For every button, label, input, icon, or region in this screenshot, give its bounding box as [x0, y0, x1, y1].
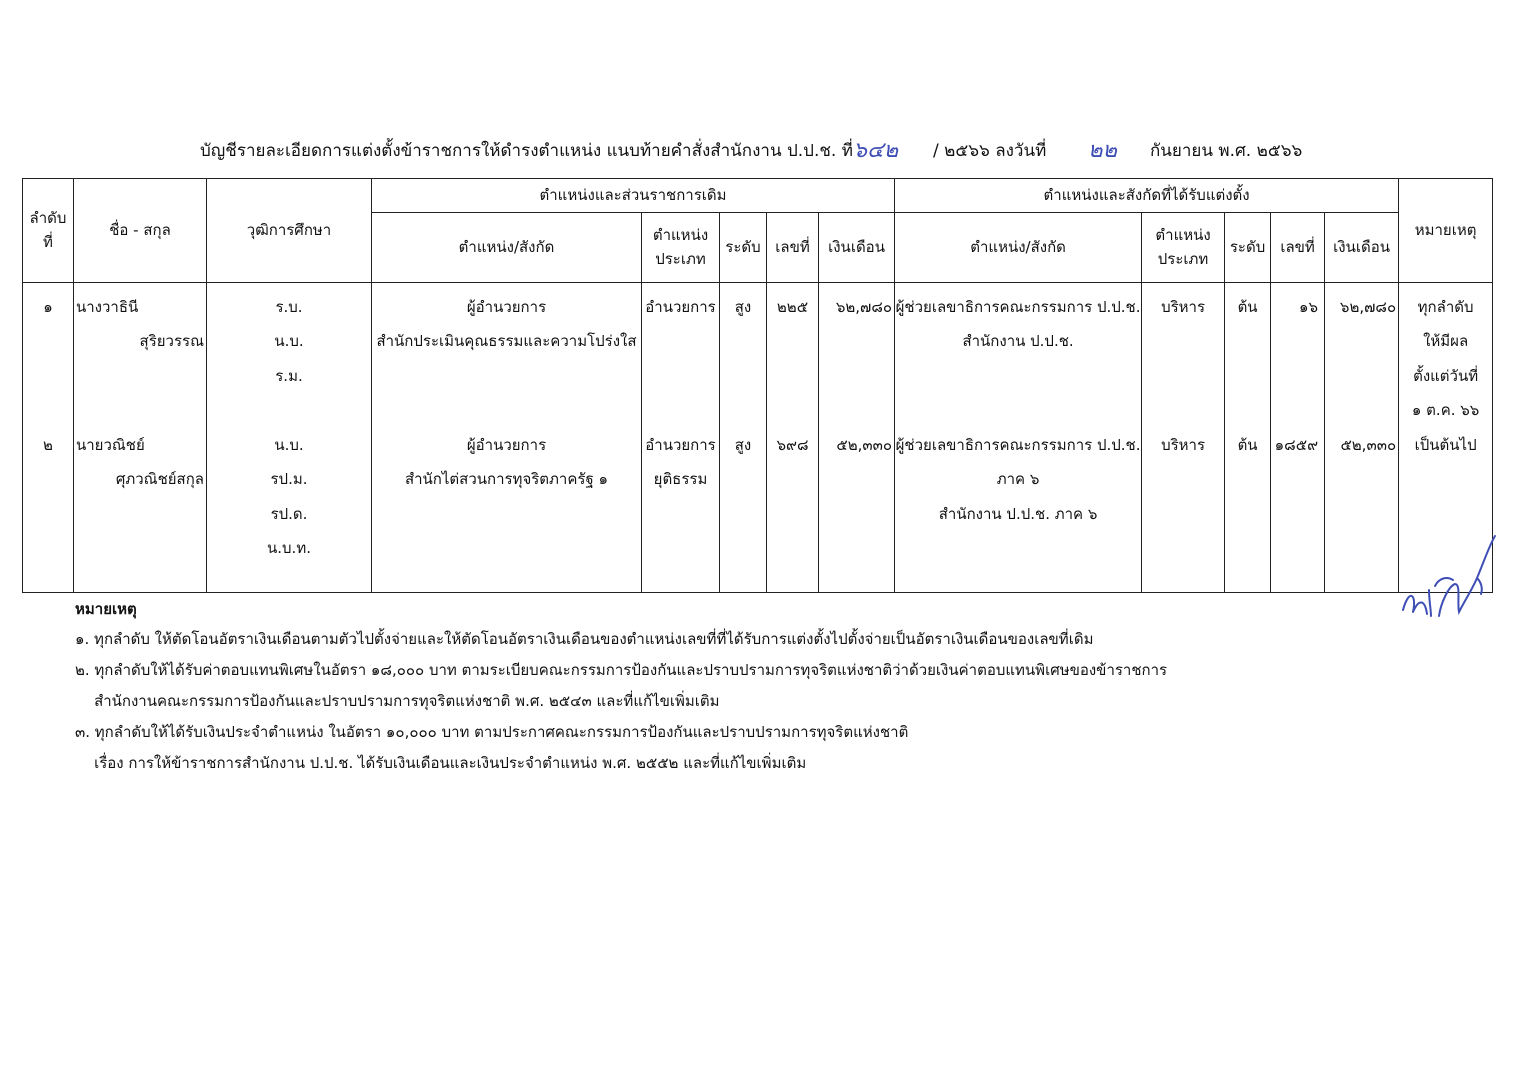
row2-old-type: อำนวยการ [645, 436, 716, 454]
row1-new-type: บริหาร [1161, 298, 1206, 316]
row1-education: น.บ. [274, 332, 304, 350]
note-line: เรื่อง การให้ข้าราชการสำนักงาน ป.ป.ช. ได้รับเงินเดือนและเงินประจำตำแหน่ง พ.ศ. ๒๕๕๒ และที่แก้ไขเพิ่มเติม [75, 754, 807, 772]
row1-old-unit: สำนักประเมินคุณธรรมและความโปร่งใส [376, 332, 637, 350]
header-new-salary: เงินเดือน [1325, 213, 1399, 283]
remark-line: เป็นต้นไป [1414, 436, 1477, 454]
col-new-level [1225, 283, 1271, 593]
appointment-table [22, 178, 1493, 593]
header-old-level: ระดับ [720, 213, 767, 283]
row2-new-salary: ๕๒,๓๓๐ [1340, 436, 1397, 454]
row2-new-unit: สำนักงาน ป.ป.ช. ภาค ๖ [938, 505, 1098, 523]
header-old-group: ตำแหน่งและส่วนราชการเดิม [372, 179, 895, 213]
remark-line: ๑ ต.ค. ๖๖ [1411, 401, 1480, 419]
row2-new-position: ผู้ช่วยเลขาธิการคณะกรรมการ ป.ป.ช. [895, 436, 1141, 454]
col-old-salary [819, 283, 895, 593]
row1-old-number: ๒๒๕ [776, 298, 809, 316]
notes-section [75, 598, 1167, 779]
remark-line: ให้มีผล [1423, 332, 1469, 350]
col-name [74, 283, 207, 593]
title-year-part: / ๒๕๖๖ ลงวันที่ [933, 141, 1047, 161]
row2-new-region: ภาค ๖ [996, 470, 1040, 488]
row1-old-level: สูง [734, 298, 752, 316]
col-new-salary [1325, 283, 1399, 593]
header-new-group: ตำแหน่งและสังกัดที่ได้รับแต่งตั้ง [895, 179, 1399, 213]
row2-old-number: ๖๙๘ [776, 436, 809, 454]
row1-first-name: นางวาธินี [76, 298, 139, 316]
row1-new-number: ๑๖ [1299, 298, 1319, 316]
header-new-level: ระดับ [1225, 213, 1271, 283]
col-seq [23, 283, 74, 593]
col-old-position [372, 283, 642, 593]
row1-old-salary: ๖๒,๗๘๐ [835, 298, 893, 316]
row1-new-unit: สำนักงาน ป.ป.ช. [962, 332, 1074, 350]
row2-seq: ๒ [43, 436, 53, 454]
col-old-number [767, 283, 819, 593]
row1-new-position: ผู้ช่วยเลขาธิการคณะกรรมการ ป.ป.ช. [895, 298, 1141, 316]
row2-new-type: บริหาร [1161, 436, 1206, 454]
col-old-type [642, 283, 720, 593]
row2-education: รป.ด. [270, 505, 308, 523]
handwritten-signature [1395, 528, 1500, 623]
note-line: สำนักงานคณะกรรมการป้องกันและปราบปรามการทุจริตแห่งชาติ พ.ศ. ๒๕๔๓ และที่แก้ไขเพิ่มเติม [75, 692, 720, 710]
row2-education: น.บ.ท. [267, 539, 311, 557]
header-new-position: ตำแหน่ง/สังกัด [895, 213, 1142, 283]
note-line: ๓. ทุกลำดับให้ได้รับเงินประจำตำแหน่ง ในอัตรา ๑๐,๐๐๐ บาท ตามประกาศคณะกรรมการป้องกันและปราบปรามการทุจริตแห่งชาติ [75, 723, 909, 741]
row2-education: น.บ. [274, 436, 304, 454]
row1-old-type: อำนวยการ [645, 298, 716, 316]
header-old-type: ตำแหน่ง ประเภท [642, 213, 720, 283]
row2-old-salary: ๕๒,๓๓๐ [836, 436, 893, 454]
row1-new-level: ต้น [1237, 298, 1258, 316]
col-new-type [1142, 283, 1225, 593]
title-prefix: บัญชีรายละเอียดการแต่งตั้งข้าราชการให้ดำรงตำแหน่ง แนบท้ายคำสั่งสำนักงาน ป.ป.ช. ที่ [200, 141, 853, 161]
col-new-number [1271, 283, 1325, 593]
row2-new-level: ต้น [1237, 436, 1258, 454]
row2-last-name: ศุภวณิชย์สกุล [115, 470, 204, 488]
header-new-type: ตำแหน่ง ประเภท [1142, 213, 1225, 283]
col-old-level [720, 283, 767, 593]
row2-old-level: สูง [734, 436, 752, 454]
order-number-handwritten: ๖๔๒ [853, 138, 899, 163]
row2-old-position: ผู้อำนวยการ [466, 436, 547, 454]
day-handwritten: ๒๒ [1088, 138, 1118, 163]
row1-last-name: สุริยวรรณ [139, 332, 204, 350]
header-name: ชื่อ - สกุล [74, 179, 207, 283]
col-new-position [895, 283, 1142, 593]
header-old-number: เลขที่ [767, 213, 819, 283]
header-education: วุฒิการศึกษา [207, 179, 372, 283]
row1-education: ร.บ. [275, 298, 303, 316]
row2-first-name: นายวณิชย์ [76, 436, 145, 454]
row2-old-unit: สำนักไต่สวนการทุจริตภาครัฐ ๑ [404, 470, 609, 488]
row1-seq: ๑ [43, 298, 53, 316]
header-remark: หมายเหตุ [1399, 179, 1493, 283]
row2-old-type-line2: ยุติธรรม [653, 470, 708, 488]
note-line: ๑. ทุกลำดับ ให้ตัดโอนอัตราเงินเดือนตามตัวไปตั้งจ่ายและให้ตัดโอนอัตราเงินเดือนของตำแหน่งเลขที่ที่ได้รับการแต่งตั้งไปตั้งจ่ายเป็นอัตราเงินเดือนของเลขที่เดิม [75, 630, 1094, 648]
remark-line: ทุกลำดับ [1417, 298, 1474, 316]
row1-education: ร.ม. [275, 367, 303, 385]
row1-new-salary: ๖๒,๗๘๐ [1339, 298, 1397, 316]
title-month-year: กันยายน พ.ศ. ๒๕๖๖ [1150, 141, 1303, 161]
col-education [207, 283, 372, 593]
row2-education: รป.ม. [270, 470, 308, 488]
row1-old-position: ผู้อำนวยการ [466, 298, 547, 316]
header-new-number: เลขที่ [1271, 213, 1325, 283]
row2-new-number: ๑๘๕๙ [1274, 436, 1319, 454]
header-old-salary: เงินเดือน [819, 213, 895, 283]
header-seq: ลำดับ ที่ [23, 179, 74, 283]
header-old-position: ตำแหน่ง/สังกัด [372, 213, 642, 283]
note-line: ๒. ทุกลำดับให้ได้รับค่าตอบแทนพิเศษในอัตรา ๑๘,๐๐๐ บาท ตามระเบียบคณะกรรมการป้องกันและปราบปรามการทุจริตแห่งชาติว่าด้วยเงินค่าตอบแทนพิเศษของข้าราชการ [75, 661, 1168, 679]
notes-heading: หมายเหตุ [75, 600, 137, 618]
document-title [0, 132, 1523, 162]
remark-line: ตั้งแต่วันที่ [1413, 367, 1479, 385]
